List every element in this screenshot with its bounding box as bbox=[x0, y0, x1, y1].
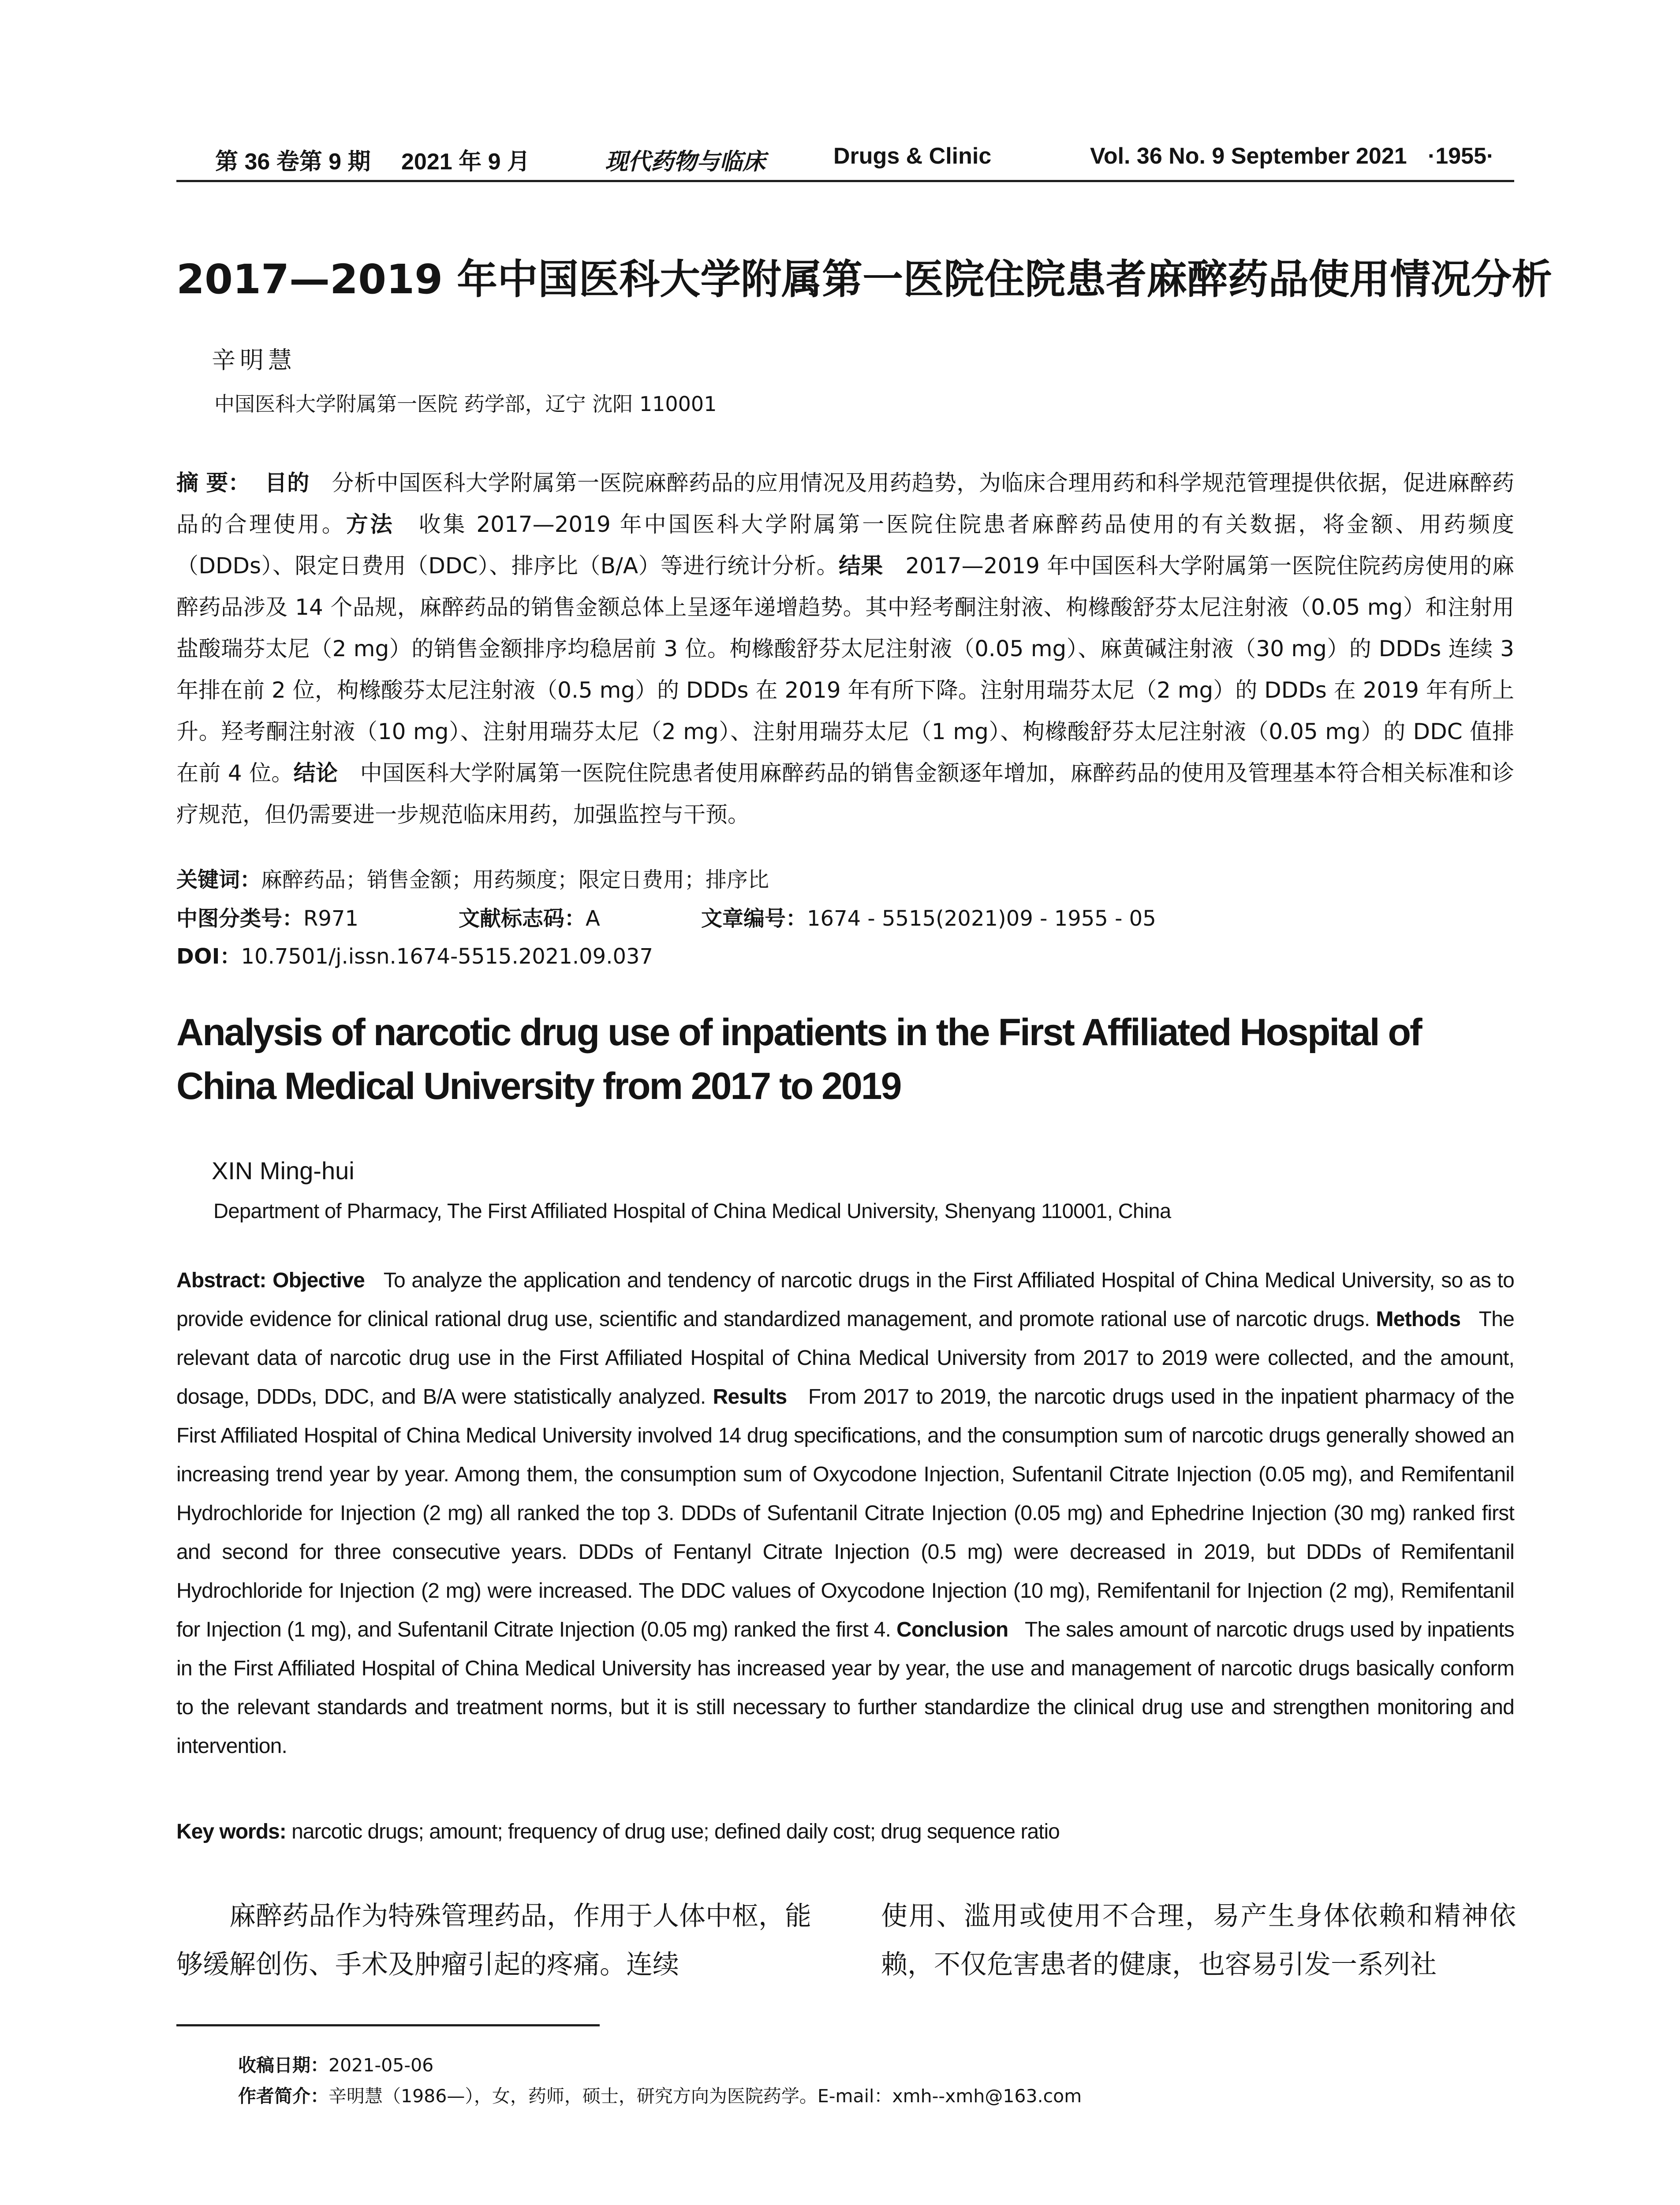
doi-value: 10.7501/j.issn.1674-5515.2021.09.037 bbox=[241, 944, 653, 969]
results-label-en: Results bbox=[713, 1385, 787, 1409]
footnote-divider bbox=[176, 2024, 600, 2026]
methods-en: The relevant data of narcotic drug use in the First Affiliated Hospital of China Medical University from 2017 to 2019 were collected, and the amount, dosage, DDDs, DDC, and B/A were statistically analyzed. bbox=[176, 1308, 1514, 1409]
abstract-cn bbox=[176, 462, 1514, 835]
header-volume-cn: 第 36 卷第 9 期 bbox=[215, 149, 371, 175]
keywords-en-text: narcotic drugs; amount; frequency of drug use; defined daily cost; drug sequence ratio bbox=[291, 1820, 1060, 1843]
header-journal-cn: 现代药物与临床 bbox=[605, 148, 766, 175]
running-header bbox=[176, 140, 1514, 182]
results-en: From 2017 to 2019, the narcotic drugs used in the inpatient pharmacy of the First Affiliated Hospital of China Medical University involved 14 drug specifications, and the consumption sum of narcotic drugs generally showed an increasing trend year by year. Among them, the consumption sum of Oxycodone Injection, Sufentanil Citrate Injection (0.05 mg), and Remifentanil Hydrochloride for Injection (2 mg) all ranked the top 3. DDDs of Sufentanil Citrate Injection (0.05 mg) and Ephedrine Injection (30 mg) ranked first and second for three consecutive years. DDDs of Fentanyl Citrate Injection (0.5 mg) were decreased in 2019, but DDDs of Remifentanil Hydrochloride for Injection (2 mg) were increased. The DDC values of Oxycodone Injection (10 mg), Remifentanil for Injection (2 mg), Remifentanil for Injection (1 mg), and Sufentanil Citrate Injection (0.05 mg) ranked the first 4. bbox=[176, 1385, 1515, 1641]
keywords-en bbox=[176, 1820, 1060, 1844]
abstract-en bbox=[176, 1261, 1514, 1766]
keywords-cn bbox=[176, 863, 769, 893]
clc-label: 中图分类号： bbox=[176, 906, 304, 931]
header-volume-en: Vol. 36 No. 9 September 2021 bbox=[1090, 143, 1407, 169]
results-label-cn: 结果 bbox=[838, 553, 883, 579]
footnote-author-bio bbox=[238, 2082, 1082, 2108]
objective-cn: 分析中国医科大学附属第一医院麻醉药品的应用情况及用药趋势，为临床合理用药和科学规范管理提供依据，促进麻醉药品的合理使用。 bbox=[176, 470, 1515, 537]
body-column-left: 麻醉药品作为特殊管理药品，作用于人体中枢，能够缓解创伤、手术及肿瘤引起的疼痛。连续 bbox=[176, 1901, 811, 1980]
keywords-en-label: Key words: bbox=[176, 1820, 286, 1843]
abstract-en-label: Abstract: bbox=[176, 1269, 266, 1292]
keywords-cn-label: 关键词： bbox=[176, 867, 261, 892]
author-cn: 辛明慧 bbox=[212, 346, 296, 374]
received-date: 2021-05-06 bbox=[329, 2055, 434, 2076]
footnote-received bbox=[238, 2051, 433, 2077]
objective-label-en: Objective bbox=[273, 1269, 365, 1292]
received-label: 收稿日期： bbox=[238, 2055, 329, 2076]
conclusion-label-cn: 结论 bbox=[293, 760, 338, 786]
header-journal-en: Drugs & Clinic bbox=[833, 143, 992, 169]
methods-label-cn: 方法 bbox=[346, 512, 395, 537]
doc-code-item bbox=[459, 901, 600, 932]
article-no-item bbox=[701, 901, 1156, 932]
author-en: XIN Ming-hui bbox=[212, 1157, 355, 1185]
article-no-label: 文章编号： bbox=[701, 906, 807, 931]
conclusion-label-en: Conclusion bbox=[896, 1618, 1008, 1641]
results-cn: 2017—2019 年中国医科大学附属第一医院住院药房使用的麻醉药品涉及 14 个品规，麻醉药品的销售金额总体上呈逐年递增趋势。其中羟考酮注射液、枸橼酸舒芬太尼注射液（0.05 mg）和注射用盐酸瑞芬太尼（2 mg）的销售金额排序均稳居前 3 位。枸橼酸舒芬太尼注射液（0.05 mg）、麻黄碱注射液（30 mg）的 DDDs 连续 3 年排在前 2 位，枸橼酸芬太尼注射液（0.5 mg）的 DDDs 在 2019 年有所下降。注射用瑞芬太尼（2 mg）的 DDDs 在 2019 年有所上升。羟考酮注射液（10 mg）、注射用瑞芬太尼（2 mg）、注射用瑞芬太尼（1 mg）、枸橼酸舒芬太尼注射液（0.05 mg）的 DDC 值排在前 4 位。 bbox=[176, 553, 1515, 786]
doi-label: DOI： bbox=[176, 944, 241, 969]
affiliation-en: Department of Pharmacy, The First Affiliated Hospital of China Medical University, Shenyang 110001, China bbox=[213, 1199, 1171, 1222]
header-page-number: ·1955· bbox=[1428, 143, 1494, 169]
header-date-cn: 2021 年 9 月 bbox=[401, 149, 530, 175]
doi-line bbox=[176, 939, 653, 970]
classification-line bbox=[176, 901, 1156, 932]
objective-en: To analyze the application and tendency of narcotic drugs in the First Affiliated Hospital of China Medical University, so as to provide evidence for clinical rational drug use, scientific and standardized management, and promote rational use of narcotic drugs. bbox=[176, 1269, 1514, 1331]
doc-code-label: 文献标志码： bbox=[459, 906, 586, 931]
affiliation-cn: 中国医科大学附属第一医院 药学部，辽宁 沈阳 110001 bbox=[214, 392, 717, 416]
article-no-value: 1674 - 5515(2021)09 - 1955 - 05 bbox=[807, 906, 1156, 931]
clc-value: R971 bbox=[303, 906, 358, 931]
title-cn: 2017—2019 年中国医科大学附属第一医院住院患者麻醉药品使用情况分析 bbox=[176, 256, 1553, 303]
doc-code-value: A bbox=[586, 906, 600, 931]
methods-label-en: Methods bbox=[1376, 1308, 1461, 1331]
clc-item bbox=[176, 906, 358, 931]
objective-label-cn: 目的 bbox=[265, 470, 310, 496]
author-bio-text: 辛明慧（1986—），女，药师，硕士，研究方向为医院药学。E-mail：xmh--xmh@163.com bbox=[329, 2085, 1082, 2107]
title-en: Analysis of narcotic drug use of inpatients in the First Affiliated Hospital of China Medical University from 2017 to 2019 bbox=[176, 1011, 1421, 1107]
abstract-cn-label: 摘 要： bbox=[176, 470, 250, 496]
conclusion-cn: 中国医科大学附属第一医院住院患者使用麻醉药品的销售金额逐年增加，麻醉药品的使用及管理基本符合相关标准和诊疗规范，但仍需要进一步规范临床用药，加强监控与干预。 bbox=[176, 760, 1515, 827]
methods-cn: 收集 2017—2019 年中国医科大学附属第一医院住院患者麻醉药品使用的有关数据，将金额、用药频度（DDDs）、限定日费用（DDC）、排序比（B/A）等进行统计分析。 bbox=[176, 512, 1515, 579]
keywords-cn-text: 麻醉药品；销售金额；用药频度；限定日费用；排序比 bbox=[261, 867, 769, 892]
author-bio-label: 作者简介： bbox=[238, 2085, 329, 2107]
conclusion-en: The sales amount of narcotic drugs used by inpatients in the First Affiliated Hospital of China Medical University has increased year by year, the use and management of narcotic drugs basically conform to the relevant standards and treatment norms, but it is still necessary to further standardize the clinical drug use and strengthen monitoring and intervention. bbox=[176, 1618, 1514, 1758]
body-column-right: 使用、滥用或使用不合理，易产生身体依赖和精神依赖，不仅危害患者的健康，也容易引发一系列社 bbox=[881, 1901, 1516, 1980]
